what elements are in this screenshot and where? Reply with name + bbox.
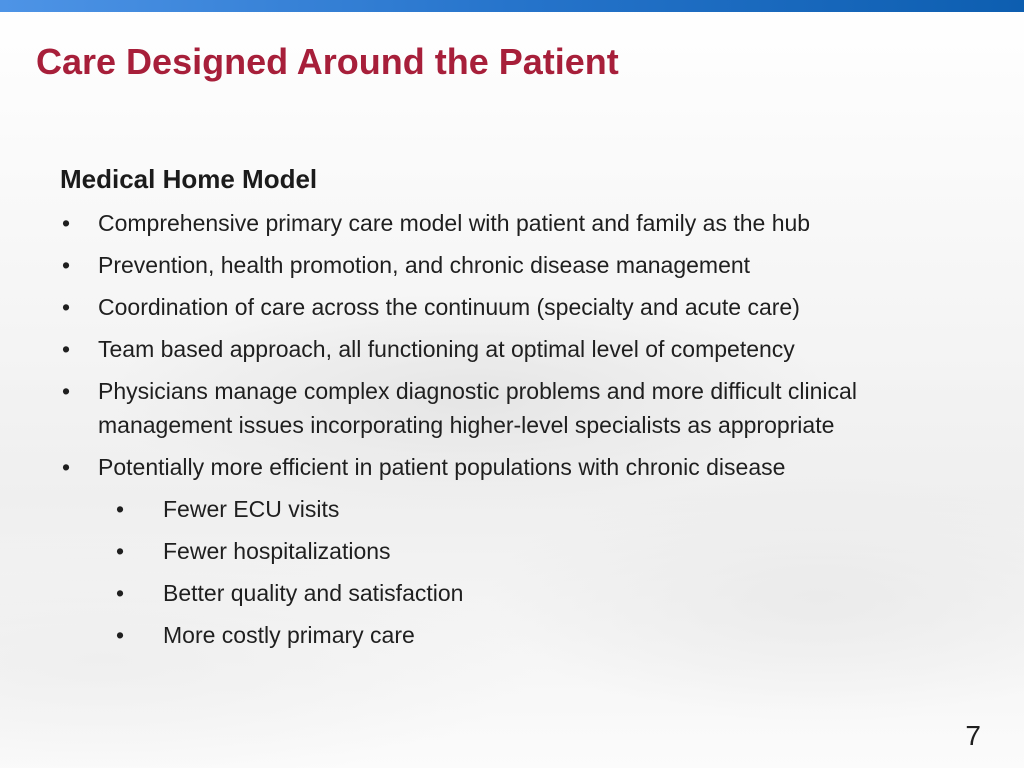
sub-bullet-item: • More costly primary care bbox=[104, 618, 990, 652]
section-heading: Medical Home Model bbox=[60, 164, 318, 194]
top-accent-bar bbox=[0, 0, 1024, 12]
sub-bullet-list bbox=[60, 492, 990, 652]
bullet-item: • Physicians manage complex diagnostic problems and more difficult clinical management issues incorporating higher-level specialists as appropriate bbox=[60, 374, 990, 442]
sub-bullet-item: • Fewer hospitalizations bbox=[104, 534, 990, 568]
bullet-list bbox=[60, 206, 990, 484]
bullet-item: • Team based approach, all functioning at optimal level of competency bbox=[60, 332, 990, 366]
bullet-item: • Comprehensive primary care model with patient and family as the hub bbox=[60, 206, 990, 240]
sub-bullet-item: • Better quality and satisfaction bbox=[104, 576, 990, 610]
page-number: 7 bbox=[965, 720, 981, 751]
sub-bullet-item: • Fewer ECU visits bbox=[104, 492, 990, 526]
slide-content bbox=[60, 160, 990, 660]
bullet-item: • Potentially more efficient in patient populations with chronic disease bbox=[60, 450, 990, 484]
slide-title: Care Designed Around the Patient bbox=[36, 41, 619, 82]
bullet-item: • Coordination of care across the continuum (specialty and acute care) bbox=[60, 290, 990, 324]
bullet-item: • Prevention, health promotion, and chronic disease management bbox=[60, 248, 990, 282]
